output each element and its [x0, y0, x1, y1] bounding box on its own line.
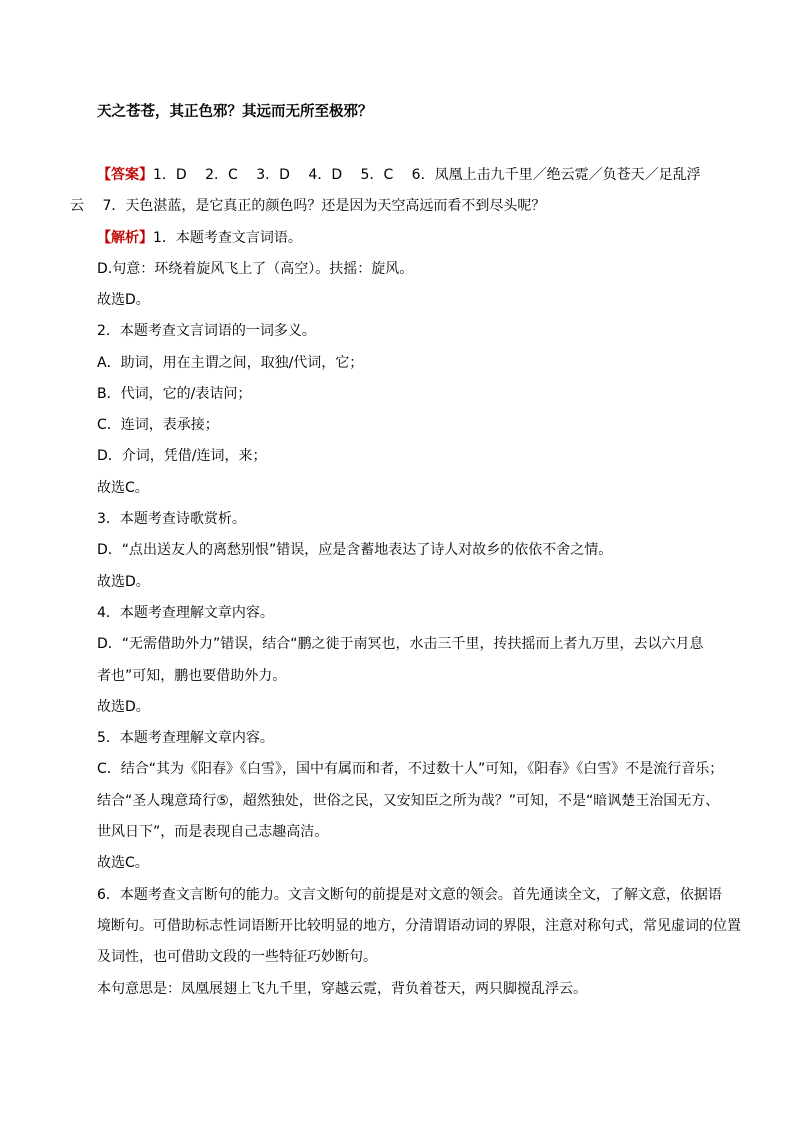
analysis-line-first [97, 228, 302, 248]
analysis-line: D．介词，凭借/连词，来； [97, 448, 267, 464]
analysis-label: 【解析】 [97, 230, 153, 246]
analysis-line: A．助词，用在主谓之间，取独/代词，它； [97, 355, 364, 371]
quote-text: 天之苍苍，其正色邪？其远而无所至极邪？ [97, 104, 373, 120]
answer-choices: 1．D 2．C 3．D 4．D 5．C 6．凤凰上击九千里／绝云霓／负苍天／足乱浮 [153, 167, 701, 183]
analysis-line: 世风日下”，而是表现自己志趣高洁。 [97, 824, 329, 840]
analysis-line: 故选C。 [97, 855, 149, 871]
answer-label: 【答案】 [97, 167, 153, 183]
analysis-line: C．连词，表承接； [97, 417, 219, 433]
analysis-line: B．代词，它的/表诘问； [97, 386, 252, 402]
answer-line-1 [97, 165, 701, 185]
analysis-line: 境断句。可借助标志性词语断开比较明显的地方，分清谓语动词的界限，注意对称句式，常见虚词的位置 [97, 918, 741, 934]
analysis-line: 及词性，也可借助文段的一些特征巧妙断句。 [97, 949, 377, 965]
analysis-line: 故选D。 [97, 292, 150, 308]
analysis-line: 5．本题考查理解文章内容。 [97, 730, 274, 746]
analysis-line: 4．本题考查理解文章内容。 [97, 605, 274, 621]
answer-line-2: 云 7．天色湛蓝，是它真正的颜色吗？还是因为天空高远而看不到尽头呢？ [70, 198, 546, 214]
analysis-line: 2．本题考查文言词语的一词多义。 [97, 323, 316, 339]
analysis-line: 故选D。 [97, 699, 150, 715]
analysis-first-text: 1．本题考查文言词语。 [153, 230, 302, 246]
analysis-line: D．“无需借助外力”错误，结合“鹏之徙于南冥也，水击三千里，抟扶摇而上者九万里，去以六月息 [97, 636, 704, 652]
analysis-line: 者也”可知，鹏也要借助外力。 [97, 668, 287, 684]
analysis-line: 3．本题考查诗歌赏析。 [97, 511, 246, 527]
analysis-line: D.句意：环绕着旋风飞上了（高空）。扶摇：旋风。 [97, 261, 414, 277]
analysis-line: 结合“圣人瑰意琦行⑤，超然独处，世俗之民，又安知臣之所为哉？”可知，不是“暗讽楚王治国无方、 [97, 793, 720, 809]
analysis-line: C．结合“其为《阳春》《白雪》，国中有属而和者，不过数十人”可知，《阳春》《白雪》不是流行音乐； [97, 761, 724, 777]
analysis-line: 故选D。 [97, 574, 150, 590]
analysis-line: 本句意思是：凤凰展翅上飞九千里，穿越云霓，背负着苍天，两只脚搅乱浮云。 [97, 981, 587, 997]
analysis-line: D．“点出送友人的离愁别恨”错误，应是含蓄地表达了诗人对故乡的依依不舍之情。 [97, 542, 613, 558]
analysis-line: 6．本题考查文言断句的能力。文言文断句的前提是对文意的领会。首先通读全文，了解文意，依据语 [97, 887, 722, 903]
analysis-line: 故选C。 [97, 480, 149, 496]
